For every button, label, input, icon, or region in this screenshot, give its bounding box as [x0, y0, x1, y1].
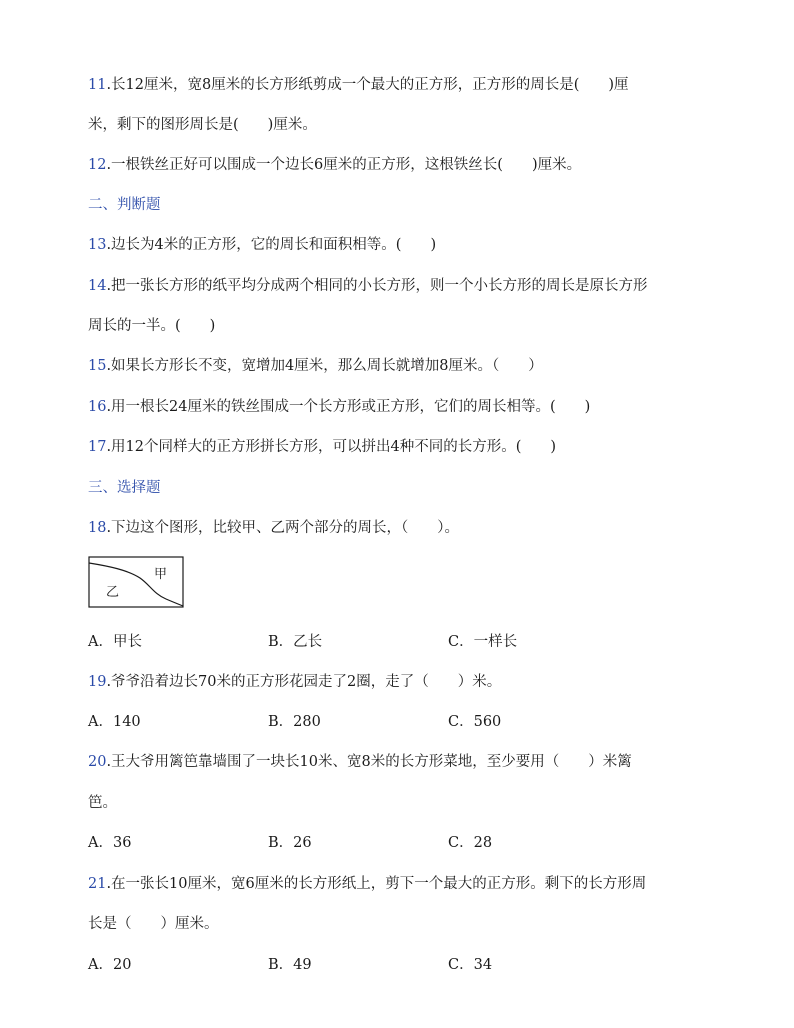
question-text: .把一张长方形的纸平均分成两个相同的小长方形，则一个小长方形的周长是原长方形 — [106, 278, 648, 294]
figure-label-jia: 甲 — [154, 567, 168, 582]
question-14-cont — [88, 316, 215, 336]
question-17 — [88, 437, 556, 457]
question-text: 周长的一半。( ) — [88, 318, 216, 334]
q21-option-c[interactable]: C．34 — [448, 957, 493, 973]
question-18 — [88, 518, 459, 538]
question-text: .用一根长24厘米的铁丝围成一个长方形或正方形，它们的周长相等。( ) — [106, 399, 591, 415]
question-text: .如果长方形长不变，宽增加4厘米，那么周长就增加8厘米。（ ） — [106, 358, 543, 374]
question-text: 长是（ ）厘米。 — [88, 916, 219, 932]
question-text: .一根铁丝正好可以围成一个边长6厘米的正方形，这根铁丝长( )厘米。 — [106, 157, 582, 173]
question-text: 笆。 — [88, 795, 117, 811]
question-text: .长12厘米，宽8厘米的长方形纸剪成一个最大的正方形，正方形的周长是( )厘 — [106, 77, 629, 93]
figure-label-yi: 乙 — [106, 585, 120, 600]
q19-option-c[interactable]: C．560 — [448, 714, 502, 730]
question-19 — [88, 672, 501, 692]
q19-option-a[interactable]: A．140 — [88, 714, 141, 730]
question-number: 13 — [88, 237, 107, 253]
question-text: 米，剩下的图形周长是( )厘米。 — [88, 117, 317, 133]
question-15 — [88, 356, 543, 376]
question-text: .用12个同样大的正方形拼长方形，可以拼出4种不同的长方形。( ) — [106, 439, 557, 455]
question-text: .在一张长10厘米，宽6厘米的长方形纸上，剪下一个最大的正方形。剩下的长方形周 — [106, 876, 647, 892]
question-20 — [88, 752, 632, 772]
question-number: 16 — [88, 399, 107, 415]
q20-option-a[interactable]: A．36 — [88, 835, 132, 851]
question-16 — [88, 397, 590, 417]
question-number: 15 — [88, 358, 107, 374]
q20-option-c[interactable]: C．28 — [448, 835, 493, 851]
q18-figure — [88, 556, 184, 608]
question-number: 12 — [88, 157, 107, 173]
question-number: 21 — [88, 876, 107, 892]
question-text: .王大爷用篱笆靠墙围了一块长10米、宽8米的长方形菜地，至少要用（ ）米篱 — [106, 754, 632, 770]
q18-option-b[interactable]: B．乙长 — [268, 634, 323, 650]
question-13 — [88, 235, 436, 255]
question-text: .下边这个图形，比较甲、乙两个部分的周长，（ ）。 — [106, 520, 460, 536]
question-20-cont — [88, 793, 117, 813]
question-14 — [88, 276, 648, 296]
question-text: .爷爷沿着边长70米的正方形花园走了2圈，走了（ ）米。 — [106, 674, 502, 690]
q21-option-a[interactable]: A．20 — [88, 957, 132, 973]
question-number: 19 — [88, 674, 107, 690]
figure-rectangle — [89, 557, 183, 607]
section-heading-judgement: 二、判断题 — [88, 197, 161, 213]
section-heading-choice: 三、选择题 — [88, 480, 161, 496]
question-11-cont — [88, 115, 317, 135]
question-11 — [88, 75, 629, 95]
question-number: 17 — [88, 439, 107, 455]
figure-dividing-curve — [89, 563, 183, 606]
q18-option-c[interactable]: C．一样长 — [448, 634, 518, 650]
q21-option-b[interactable]: B．49 — [268, 957, 312, 973]
question-number: 20 — [88, 754, 107, 770]
q19-option-b[interactable]: B．280 — [268, 714, 321, 730]
question-21 — [88, 874, 646, 894]
question-text: .边长为4米的正方形，它的周长和面积相等。( ) — [106, 237, 437, 253]
q18-option-a[interactable]: A．甲长 — [88, 634, 142, 650]
question-number: 11 — [88, 77, 107, 93]
question-number: 14 — [88, 278, 107, 294]
question-12 — [88, 155, 581, 175]
question-21-cont — [88, 914, 219, 934]
q20-option-b[interactable]: B．26 — [268, 835, 312, 851]
question-number: 18 — [88, 520, 107, 536]
